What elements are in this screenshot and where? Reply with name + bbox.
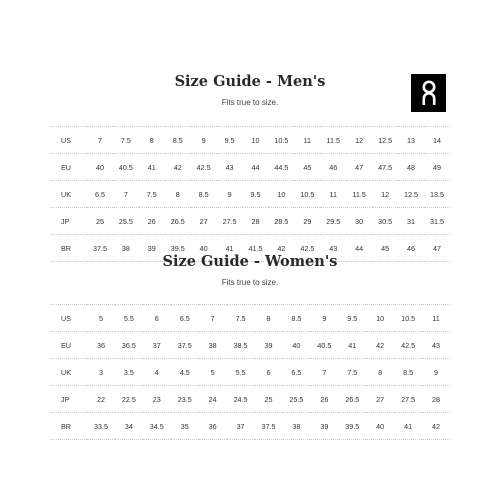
size-cell: 42: [422, 413, 450, 440]
size-cell: 29.5: [320, 208, 346, 235]
size-cell: 26.5: [338, 386, 366, 413]
size-cell: 40: [282, 332, 310, 359]
size-cell: 6.5: [87, 181, 113, 208]
size-cell: 41: [338, 332, 366, 359]
size-cell: 39: [139, 235, 165, 262]
size-cell: 38: [282, 413, 310, 440]
size-cell: 36: [199, 413, 227, 440]
size-cell: 6.5: [282, 359, 310, 386]
size-cell: 39.5: [338, 413, 366, 440]
size-cell: 10.5: [268, 127, 294, 154]
size-cell: 12: [346, 127, 372, 154]
size-cell: 34: [115, 413, 143, 440]
size-cell: 9: [191, 127, 217, 154]
size-cell: 42.5: [191, 154, 217, 181]
size-cell: 23: [143, 386, 171, 413]
men-size-table: [51, 126, 450, 262]
size-cell: 6: [255, 359, 283, 386]
size-cell: 6.5: [171, 305, 199, 332]
size-cell: 11: [320, 181, 346, 208]
size-cell: 31.5: [424, 208, 450, 235]
size-system-label: US: [51, 305, 87, 332]
size-cell: 11: [422, 305, 450, 332]
size-cell: 8: [366, 359, 394, 386]
size-cell: 24.5: [227, 386, 255, 413]
size-cell: 8.5: [191, 181, 217, 208]
size-cell: 7.5: [338, 359, 366, 386]
size-cell: 46: [320, 154, 346, 181]
size-cell: 6: [143, 305, 171, 332]
size-cell: 47: [346, 154, 372, 181]
size-cell: 8: [255, 305, 283, 332]
size-cell: 12.5: [398, 181, 424, 208]
size-cell: 47.5: [372, 154, 398, 181]
men-size-row-jp: [51, 208, 450, 235]
size-cell: 11: [294, 127, 320, 154]
size-cell: 37: [143, 332, 171, 359]
size-cell: 7.5: [139, 181, 165, 208]
size-cell: 25.5: [282, 386, 310, 413]
size-cell: 42.5: [294, 235, 320, 262]
size-cell: 4.5: [171, 359, 199, 386]
size-cell: 39: [255, 332, 283, 359]
size-cell: 8.5: [282, 305, 310, 332]
women-size-row-uk: [51, 359, 450, 386]
size-cell: 8: [139, 127, 165, 154]
size-cell: 37: [227, 413, 255, 440]
size-cell: 40: [87, 154, 113, 181]
men-size-row-us: [51, 127, 450, 154]
size-cell: 3.5: [115, 359, 143, 386]
size-cell: 38.5: [227, 332, 255, 359]
size-cell: 24: [199, 386, 227, 413]
size-cell: 33.5: [87, 413, 115, 440]
size-cell: 44: [346, 235, 372, 262]
size-cell: 4: [143, 359, 171, 386]
size-cell: 42.5: [394, 332, 422, 359]
size-cell: 27: [191, 208, 217, 235]
size-system-label: JP: [51, 386, 87, 413]
size-cell: 36: [87, 332, 115, 359]
size-cell: 7: [199, 305, 227, 332]
size-cell: 13: [398, 127, 424, 154]
size-cell: 37.5: [255, 413, 283, 440]
size-cell: 40: [191, 235, 217, 262]
women-size-row-us: [51, 305, 450, 332]
size-cell: 28: [243, 208, 269, 235]
size-cell: 3: [87, 359, 115, 386]
size-cell: 7.5: [227, 305, 255, 332]
size-system-label: US: [51, 127, 87, 154]
size-cell: 42: [366, 332, 394, 359]
size-cell: 22.5: [115, 386, 143, 413]
size-cell: 42: [165, 154, 191, 181]
size-cell: 38: [199, 332, 227, 359]
size-cell: 10.5: [394, 305, 422, 332]
size-cell: 47: [424, 235, 450, 262]
women-size-row-eu: [51, 332, 450, 359]
size-cell: 8.5: [165, 127, 191, 154]
women-size-row-br: [51, 413, 450, 440]
size-cell: 13.5: [424, 181, 450, 208]
women-size-guide-title: Size Guide - Women's: [162, 253, 338, 270]
size-cell: 43: [217, 154, 243, 181]
size-cell: 46: [398, 235, 424, 262]
size-system-label: JP: [51, 208, 87, 235]
size-cell: 40.5: [113, 154, 139, 181]
size-cell: 5.5: [115, 305, 143, 332]
size-cell: 45: [294, 154, 320, 181]
size-cell: 27.5: [394, 386, 422, 413]
size-cell: 8: [165, 181, 191, 208]
size-cell: 9.5: [338, 305, 366, 332]
size-cell: 43: [422, 332, 450, 359]
size-cell: 5: [199, 359, 227, 386]
size-cell: 22: [87, 386, 115, 413]
size-cell: 26: [139, 208, 165, 235]
size-cell: 7: [87, 127, 113, 154]
size-cell: 31: [398, 208, 424, 235]
size-cell: 49: [424, 154, 450, 181]
size-system-label: BR: [51, 235, 87, 262]
size-system-label: EU: [51, 154, 87, 181]
size-cell: 11.5: [346, 181, 372, 208]
size-cell: 40.5: [310, 332, 338, 359]
size-cell: 25.5: [113, 208, 139, 235]
size-cell: 26: [310, 386, 338, 413]
size-cell: 44.5: [268, 154, 294, 181]
size-cell: 37.5: [171, 332, 199, 359]
size-cell: 25: [255, 386, 283, 413]
size-cell: 48: [398, 154, 424, 181]
size-cell: 29: [294, 208, 320, 235]
size-cell: 9: [217, 181, 243, 208]
size-cell: 39.5: [165, 235, 191, 262]
size-cell: 35: [171, 413, 199, 440]
men-fit-note: Fits true to size.: [221, 98, 279, 107]
men-size-row-uk: [51, 181, 450, 208]
women-size-table: [51, 304, 450, 440]
size-cell: 28: [422, 386, 450, 413]
size-cell: 25: [87, 208, 113, 235]
size-cell: 27.5: [217, 208, 243, 235]
size-cell: 30: [346, 208, 372, 235]
size-cell: 5.5: [227, 359, 255, 386]
size-cell: 41: [217, 235, 243, 262]
size-cell: 9.5: [217, 127, 243, 154]
size-cell: 7: [113, 181, 139, 208]
size-cell: 12.5: [372, 127, 398, 154]
size-cell: 10: [243, 127, 269, 154]
size-cell: 41: [394, 413, 422, 440]
size-cell: 8.5: [394, 359, 422, 386]
size-cell: 14: [424, 127, 450, 154]
size-cell: 40: [366, 413, 394, 440]
size-cell: 10: [366, 305, 394, 332]
size-cell: 43: [320, 235, 346, 262]
size-cell: 44: [243, 154, 269, 181]
size-cell: 10.5: [294, 181, 320, 208]
size-cell: 5: [87, 305, 115, 332]
size-cell: 10: [268, 181, 294, 208]
size-cell: 9: [310, 305, 338, 332]
size-cell: 30.5: [372, 208, 398, 235]
size-system-label: UK: [51, 181, 87, 208]
size-cell: 9.5: [243, 181, 269, 208]
size-cell: 27: [366, 386, 394, 413]
size-cell: 41: [139, 154, 165, 181]
size-cell: 42: [268, 235, 294, 262]
size-cell: 38: [113, 235, 139, 262]
men-size-row-eu: [51, 154, 450, 181]
size-cell: 34.5: [143, 413, 171, 440]
size-system-label: UK: [51, 359, 87, 386]
on-brand-logo-icon: [411, 74, 446, 112]
size-cell: 7: [310, 359, 338, 386]
size-cell: 23.5: [171, 386, 199, 413]
size-system-label: EU: [51, 332, 87, 359]
size-cell: 28.5: [268, 208, 294, 235]
size-cell: 39: [310, 413, 338, 440]
size-cell: 41.5: [243, 235, 269, 262]
size-cell: 37.5: [87, 235, 113, 262]
size-cell: 7.5: [113, 127, 139, 154]
size-system-label: BR: [51, 413, 87, 440]
size-cell: 45: [372, 235, 398, 262]
women-size-row-jp: [51, 386, 450, 413]
size-cell: 9: [422, 359, 450, 386]
size-cell: 12: [372, 181, 398, 208]
size-cell: 11.5: [320, 127, 346, 154]
size-cell: 26.5: [165, 208, 191, 235]
women-fit-note: Fits true to size.: [221, 278, 279, 287]
size-cell: 36.5: [115, 332, 143, 359]
men-size-guide-title: Size Guide - Men's: [174, 73, 326, 90]
